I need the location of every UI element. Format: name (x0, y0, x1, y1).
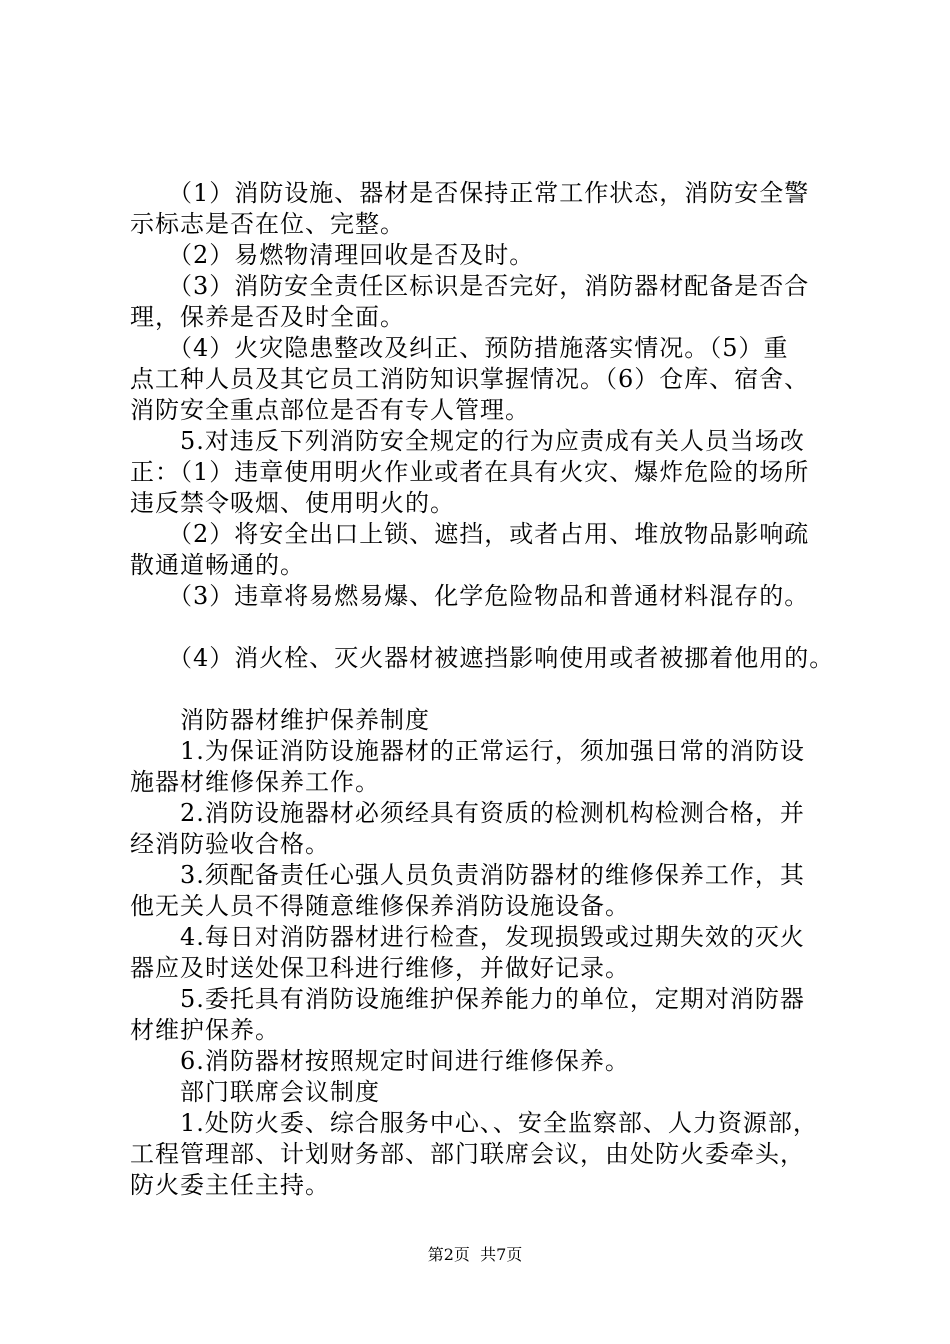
text-line: 他无关人员不得随意维修保养消防设施设备。 (130, 892, 630, 920)
text-line: 施器材维修保养工作。 (130, 768, 380, 796)
text-line: 散通道畅通的。 (130, 551, 305, 579)
text-line: 5.对违反下列消防安全规定的行为应责成有关人员当场改 (130, 427, 805, 455)
text-line: 工程管理部、计划财务部、部门联席会议，由处防火委牵头， (130, 1140, 805, 1168)
text-line: 正：（1）违章使用明火作业或者在具有火灾、爆炸危险的场所 (130, 458, 810, 486)
section-heading: 部门联席会议制度 (130, 1078, 380, 1106)
section-heading: 消防器材维护保养制度 (130, 706, 430, 734)
text-line: 理，保养是否及时全面。 (130, 303, 405, 331)
page-number: 第2页 共7页 (427, 1245, 523, 1264)
text-line: （4）消火栓、灭火器材被遮挡影响使用或者被挪着他用的。 (130, 644, 835, 672)
text-line: 1.处防火委、综合服务中心、、安全监察部、人力资源部， (130, 1109, 818, 1137)
text-line: 器应及时送处保卫科进行维修，并做好记录。 (130, 954, 630, 982)
text-line: （2）易燃物清理回收是否及时。 (130, 241, 535, 269)
text-line: 违反禁令吸烟、使用明火的。 (130, 489, 455, 517)
text-line: 3.须配备责任心强人员负责消防器材的维修保养工作，其 (130, 861, 805, 889)
text-line: 防火委主任主持。 (130, 1171, 330, 1199)
text-line: 1.为保证消防设施器材的正常运行，须加强日常的消防设 (130, 737, 805, 765)
paragraph-gap (130, 674, 850, 705)
text-line: 6.消防器材按照规定时间进行维修保养。 (130, 1047, 630, 1075)
text-line: 4.每日对消防器材进行检查，发现损毁或过期失效的灭火 (130, 923, 805, 951)
text-line: 2.消防设施器材必须经具有资质的检测机构检测合格，并 (130, 799, 805, 827)
text-line: 示标志是否在位、完整。 (130, 210, 405, 238)
text-line: 经消防验收合格。 (130, 830, 330, 858)
text-line: （3）消防安全责任区标识是否完好，消防器材配备是否合 (130, 272, 810, 300)
text-line: （2）将安全出口上锁、遮挡，或者占用、堆放物品影响疏 (130, 520, 810, 548)
text-line: （1）消防设施、器材是否保持正常工作状态，消防安全警 (130, 179, 810, 207)
text-line: 消防安全重点部位是否有专人管理。 (130, 396, 530, 424)
text-line: 5.委托具有消防设施维护保养能力的单位，定期对消防器 (130, 985, 805, 1013)
text-line: （4）火灾隐患整改及纠正、预防措施落实情况。（5）重 (130, 334, 789, 362)
paragraph-gap (130, 612, 850, 643)
text-line: 点工种人员及其它员工消防知识掌握情况。（6）仓库、宿舍、 (130, 365, 810, 393)
text-line: 材维护保养。 (130, 1016, 280, 1044)
text-line: （3）违章将易燃易爆、化学危险物品和普通材料混存的。 (130, 582, 810, 610)
document-body (130, 178, 850, 1201)
